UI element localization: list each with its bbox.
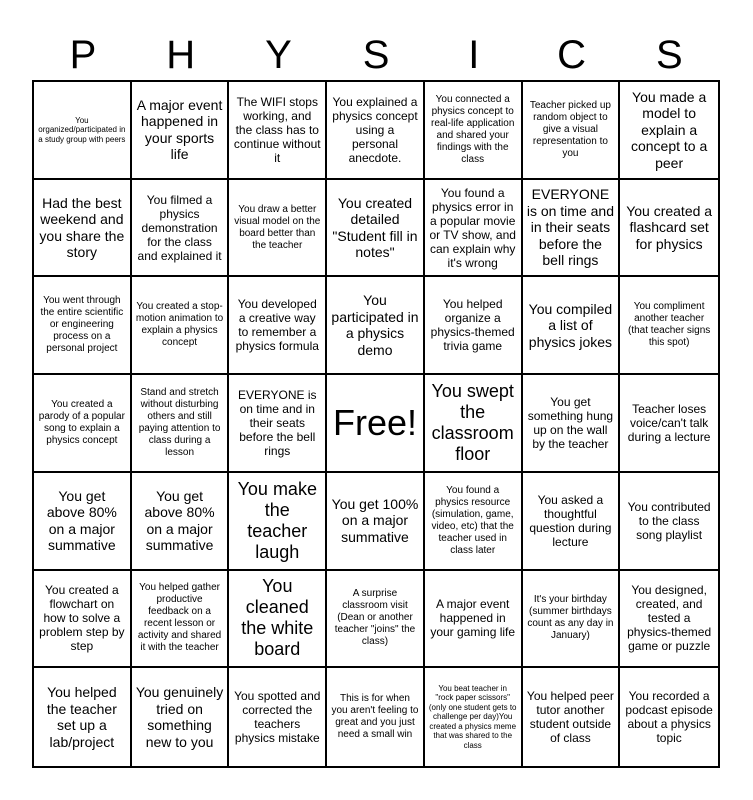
bingo-cell[interactable] — [229, 82, 327, 180]
bingo-cell[interactable] — [523, 668, 621, 766]
bingo-cell[interactable] — [327, 82, 425, 180]
bingo-cell-text: You helped gather productive feedback on a recent lesson or activity and shared it with the teacher — [137, 582, 222, 654]
bingo-cell-text: Stand and stretch without disturbing others and still paying attention to class during a lesson — [138, 386, 221, 458]
bingo-cell-text: You found a physics error in a popular movie or TV show, and can explain why it's wrong — [429, 185, 516, 270]
bingo-cell[interactable] — [132, 180, 230, 278]
bingo-cell-text: You make the teacher laugh — [237, 478, 317, 562]
bingo-cell-text: You asked a thoughtful question during lecture — [529, 492, 612, 549]
bingo-cell-text: You created a parody of a popular song to explain a physics concept — [38, 398, 125, 446]
title-letter: P — [69, 33, 97, 77]
bingo-cell[interactable] — [132, 82, 230, 180]
bingo-cell-text: You get 100% on a major summative — [331, 495, 419, 545]
title-letter: I — [468, 33, 480, 77]
bingo-cell[interactable] — [229, 571, 327, 669]
bingo-cell-text: You created detailed "Student fill in notes" — [332, 194, 418, 261]
bingo-cell-text: You cleaned the white board — [241, 576, 314, 660]
bingo-cell[interactable] — [620, 473, 718, 571]
bingo-cell-text: A major event happened in your gaming life — [430, 597, 516, 640]
bingo-cell[interactable] — [523, 473, 621, 571]
bingo-cell[interactable] — [327, 473, 425, 571]
bingo-cell[interactable] — [34, 375, 132, 473]
bingo-cell-text: A surprise classroom visit (Dean or another teacher "joins" the class) — [334, 588, 416, 648]
bingo-cell[interactable] — [132, 277, 230, 375]
bingo-cell-text: You connected a physics concept to real-life application and shared your findings with the class — [431, 93, 515, 165]
bingo-cell[interactable] — [229, 180, 327, 278]
bingo-cell-text: You helped peer tutor another student outside of class — [526, 689, 614, 746]
bingo-cell-text: You created a flowchart on how to solve a problem step by step — [39, 583, 125, 654]
bingo-cell-text: You compiled a list of physics jokes — [528, 300, 613, 350]
bingo-cell-text: You genuinely tried on something new to you — [135, 684, 224, 750]
bingo-cell-text: You created a stop-motion animation to explain a physics concept — [135, 301, 224, 349]
bingo-cell[interactable] — [425, 473, 523, 571]
bingo-cell[interactable] — [620, 668, 718, 766]
title-letter: C — [557, 33, 586, 77]
bingo-cell-text: You compliment another teacher (that teacher signs this spot) — [628, 301, 711, 349]
bingo-cell-text: You draw a better visual model on the board better than the teacher — [234, 203, 321, 251]
bingo-cell-text: You participated in a physics demo — [331, 292, 419, 358]
bingo-cell[interactable] — [229, 473, 327, 571]
bingo-cell-text: You developed a creative way to remember a physics formula — [235, 297, 319, 354]
bingo-cell-text: You created a flashcard set for physics — [626, 202, 713, 252]
bingo-title — [32, 30, 720, 80]
free-space-cell[interactable] — [327, 375, 425, 473]
title-letter: H — [166, 33, 196, 77]
bingo-cell[interactable] — [34, 571, 132, 669]
bingo-cell[interactable] — [229, 668, 327, 766]
bingo-cell[interactable] — [523, 375, 621, 473]
bingo-cell-text: You found a physics resource (simulation, game, video, etc) that the teacher used in class later — [431, 484, 514, 556]
bingo-cell-text: This is for when you aren't feeling to great and you just need a small win — [331, 693, 419, 741]
title-letter: Y — [265, 33, 292, 77]
bingo-cell[interactable] — [34, 180, 132, 278]
bingo-cell[interactable] — [132, 375, 230, 473]
bingo-cell[interactable] — [327, 668, 425, 766]
title-letter: S — [362, 33, 390, 77]
bingo-cell[interactable] — [34, 668, 132, 766]
bingo-cell-text: You designed, created, and tested a physics-themed game or puzzle — [627, 583, 712, 654]
bingo-cell[interactable] — [620, 180, 718, 278]
bingo-cell-text: You went through the entire scientific or engineering process on a personal project — [40, 295, 124, 355]
bingo-cell-text: You get above 80% on a major summative — [46, 487, 117, 554]
bingo-cell[interactable] — [229, 375, 327, 473]
bingo-cell[interactable] — [425, 82, 523, 180]
bingo-cell-text: You swept the classroom floor — [431, 380, 514, 464]
bingo-cell[interactable] — [523, 180, 621, 278]
bingo-cell-text: EVERYONE is on time and in their seats before the bell rings — [238, 387, 317, 458]
bingo-cell[interactable] — [34, 473, 132, 571]
bingo-cell[interactable] — [425, 180, 523, 278]
bingo-cell-text: You helped the teacher set up a lab/project — [46, 684, 117, 750]
bingo-cell-text: You filmed a physics demonstration for the class and explained it — [137, 192, 222, 263]
bingo-cell-text: A major event happened in your sports life — [136, 96, 223, 163]
bingo-cell[interactable] — [229, 277, 327, 375]
bingo-cell-text: It's your birthday (summer birthdays count as any day in January) — [527, 594, 614, 642]
bingo-cell[interactable] — [425, 277, 523, 375]
bingo-cell[interactable] — [523, 571, 621, 669]
bingo-cell-text: You get something hung up on the wall by the teacher — [527, 394, 614, 451]
bingo-cell[interactable] — [425, 668, 523, 766]
bingo-cell-text: You get above 80% on a major summative — [144, 487, 215, 554]
bingo-cell[interactable] — [34, 277, 132, 375]
bingo-cell-text: You contributed to the class song playlist — [627, 499, 711, 542]
bingo-cell-text: Teacher loses voice/can't talk during a lecture — [627, 401, 711, 444]
bingo-cell-text: EVERYONE is on time and in their seats before the bell rings — [526, 186, 614, 269]
bingo-cell[interactable] — [620, 277, 718, 375]
bingo-cell[interactable] — [132, 473, 230, 571]
bingo-cell-text: The WIFI stops working, and the class has to continue without it — [233, 94, 321, 165]
bingo-cell[interactable] — [34, 82, 132, 180]
bingo-cell[interactable] — [327, 277, 425, 375]
bingo-cell-text: You explained a physics concept using a personal anecdote. — [332, 94, 418, 165]
bingo-cell-text: Had the best weekend and you share the story — [39, 194, 125, 261]
bingo-cell[interactable] — [132, 571, 230, 669]
title-letter: S — [655, 33, 683, 77]
bingo-cell-text: Teacher picked up random object to give a visual representation to you — [529, 99, 611, 159]
bingo-cell-text: You recorded a podcast episode about a physics topic — [625, 689, 713, 746]
bingo-cell[interactable] — [132, 668, 230, 766]
bingo-cell[interactable] — [620, 82, 718, 180]
bingo-cell-text: You beat teacher in "rock paper scissors" (only one student gets to challenge per day)You created a physics meme that was shared to the class — [428, 683, 517, 750]
bingo-cell[interactable] — [327, 571, 425, 669]
bingo-cell-text: You spotted and corrected the teachers physics mistake — [234, 689, 321, 746]
bingo-board — [32, 80, 720, 768]
bingo-cell[interactable] — [425, 571, 523, 669]
bingo-cell-text: You helped organize a physics-themed trivia game — [430, 297, 515, 354]
bingo-cell[interactable] — [523, 277, 621, 375]
bingo-cell-text: Free! — [332, 401, 417, 443]
bingo-cell-text: You made a model to explain a concept to a peer — [630, 88, 708, 171]
bingo-cell-text: You organized/participated in a study group with peers — [38, 115, 126, 144]
bingo-cell[interactable] — [523, 82, 621, 180]
bingo-cell[interactable] — [327, 180, 425, 278]
bingo-cell[interactable] — [620, 571, 718, 669]
bingo-cell[interactable] — [425, 375, 523, 473]
bingo-cell[interactable] — [620, 375, 718, 473]
